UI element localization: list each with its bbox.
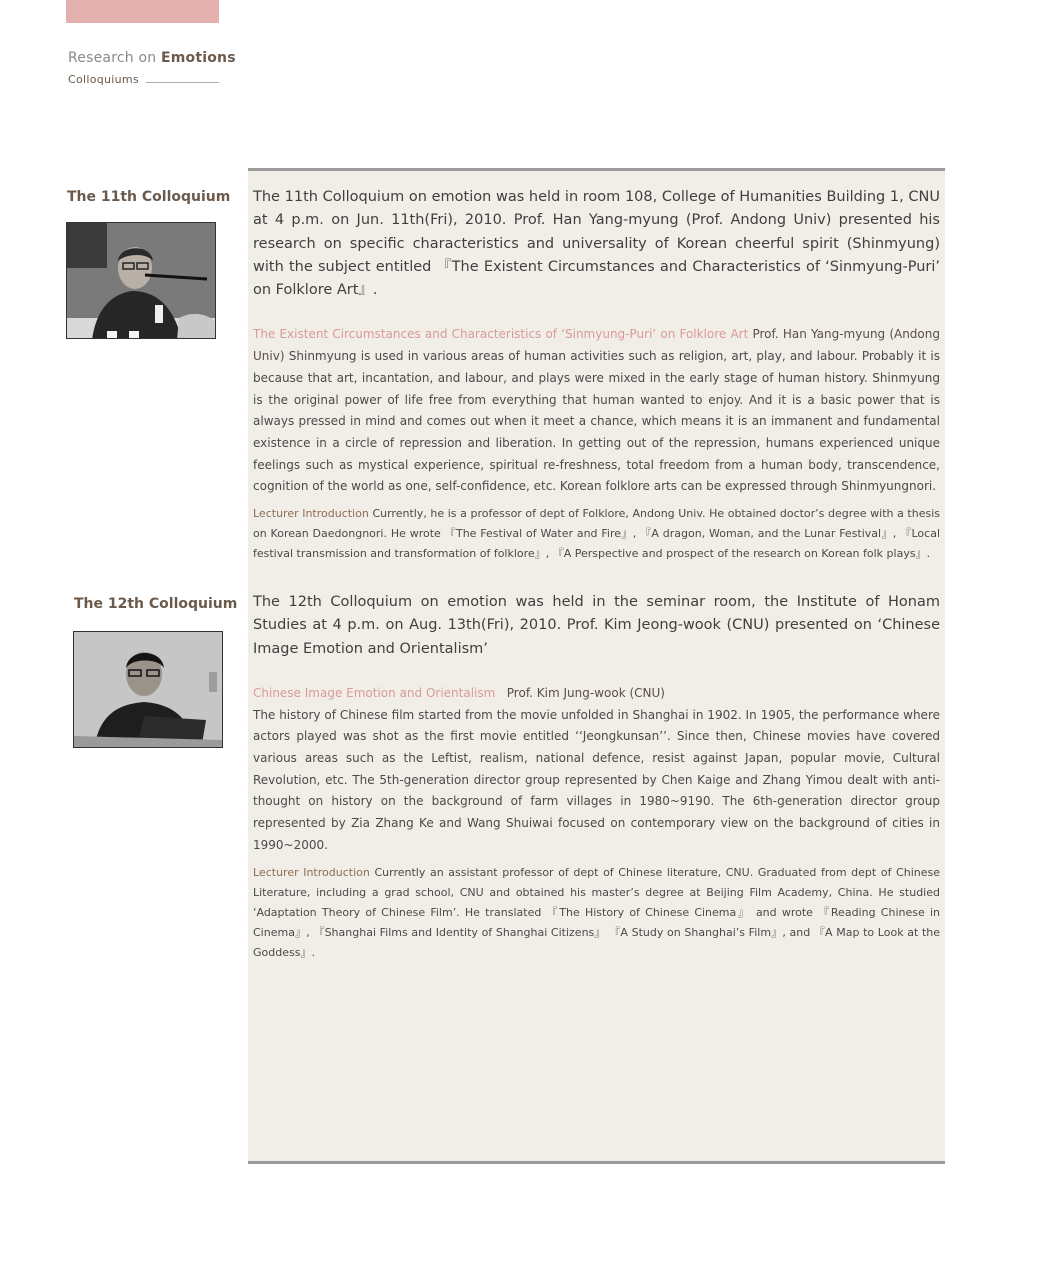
colloquium-12-side-title: The 12th Colloquium bbox=[74, 596, 238, 612]
lecturer-photo-illustration bbox=[74, 632, 223, 748]
colloquium-11-lecturer-photo bbox=[66, 222, 216, 339]
brand-emphasis: Emotions bbox=[160, 50, 236, 66]
colloquium-12-intro-text: Currently an assistant professor of dept of Chinese literature, CNU. Graduated from dept of Chinese Literature, including a grad school, CNU and obtained his master’s degree at Beijing Film Academy, China. He studied ‘Adaptation Theory of Chinese Film’. He translated 『The History of Chinese Cinema』 and wrote 『Reading Chinese in Cinema』, 『Shanghai Films and Identity of Shanghai Citizens』 『A Study on Shanghai’s Film』, and 『A Map to Look at the Goddess』. bbox=[253, 865, 941, 959]
section-label-rule bbox=[146, 82, 219, 83]
colloquium-12-abstract-paragraph bbox=[253, 683, 940, 857]
colloquium-11-lecturer: Prof. Han Yang-myung (Andong Univ) bbox=[253, 327, 940, 364]
lecturer-photo-illustration bbox=[67, 223, 216, 339]
colloquium-12-abstract: The history of Chinese film started from the movie unfolded in Shanghai in 1902. In 1905, the performance where actors played was shot as the first movie entitled ‘‘Jeongkunsan’’. Since then, Chinese movies have covered various areas such as the Leftist, realism, national defence, resist against Japan, popular movie, Cultural Revolution, etc. The 5th-generation director group represented by Chen Kaige and Zhang Yimou dealt with anti-thought on history on the background of farm villages in 1980~9190. The 6th-generation director group represented by Zia Zhang Ke and Wang Shuiwai focused on contemporary view on the background of cities in 1990~2000. bbox=[253, 707, 940, 852]
colloquium-12-content bbox=[253, 591, 940, 963]
site-brand[interactable] bbox=[68, 50, 236, 66]
colloquium-11-intro-label: Lecturer Introduction bbox=[253, 507, 369, 521]
section-label: Colloquiums bbox=[68, 73, 139, 86]
colloquium-11-abstract-paragraph bbox=[253, 324, 940, 498]
colloquium-11-lecture-title: The Existent Circumstances and Characteristics of ‘Sinmyung-Puri’ on Folklore Art bbox=[253, 327, 749, 342]
header-accent-bar bbox=[66, 0, 219, 23]
colloquium-12-lecture-title: Chinese Image Emotion and Orientalism bbox=[253, 685, 496, 700]
colloquium-11-side-title: The 11th Colloquium bbox=[67, 189, 231, 205]
colloquium-11-intro-text: Currently, he is a professor of dept of Folklore, Andong Univ. He obtained doctor’s degree with a thesis on Korean Daedongnori. He wrote 『The Festival of Water and Fire』, 『A dragon, Woman, and the Lunar Festival』, 『Local festival transmission and transformation of folklore』, 『A Perspective and prospect of the research on Korean folk plays』. bbox=[253, 507, 941, 561]
colloquium-12-intro-label: Lecturer Introduction bbox=[253, 865, 370, 879]
colloquium-12-lead: The 12th Colloquium on emotion was held in the seminar room, the Institute of Honam Studies at 4 p.m. on Aug. 13th(Fri), 2010. Prof. Kim Jeong-wook (CNU) presented on ‘Chinese Image Emotion and Orientalism’ bbox=[253, 594, 940, 657]
colloquium-12-lecturer-photo bbox=[73, 631, 223, 748]
colloquium-11-intro-paragraph bbox=[253, 504, 940, 564]
brand-prefix: Research on bbox=[68, 50, 157, 66]
colloquium-11-lead: The 11th Colloquium on emotion was held in room 108, College of Humanities Building 1, CNU at 4 p.m. on Jun. 11th(Fri), 2010. Prof. Han Yang-myung (Prof. Andong Univ) presented his research on specific characteristics and universality of Korean cheerful spirit (Shinmyung) with the subject entitled 『The Existent Circumstances and Characteristics of ‘Sinmyung-Puri’ on Folklore Art』. bbox=[253, 189, 940, 299]
colloquium-11-content bbox=[253, 186, 940, 564]
colloquium-12-lecturer: Prof. Kim Jung-wook (CNU) bbox=[506, 685, 665, 700]
colloquium-11-abstract: Shinmyung is used in various areas of human activities such as religion, art, play, and labour. Probably it is because that art, incantation, and labour, and plays were mixed in the early stage of human history. Shinmyung is the original power of life free from everything that human wanted to enjoy. And it is a basic power that is always pressed in mind and comes out when it meet a chance, which means it is an immanent and fundamental existence in a circle of repression and liberation. In getting out of the repression, humans experienced unique feelings such as mystical experience, spiritual re-freshness, total freedom from a human body, transcendence, cognition of the world as one, self-confidence, etc. Korean folklore arts can be expressed through Shinmyungnori. bbox=[253, 349, 940, 494]
colloquium-12-intro-paragraph bbox=[253, 863, 940, 963]
